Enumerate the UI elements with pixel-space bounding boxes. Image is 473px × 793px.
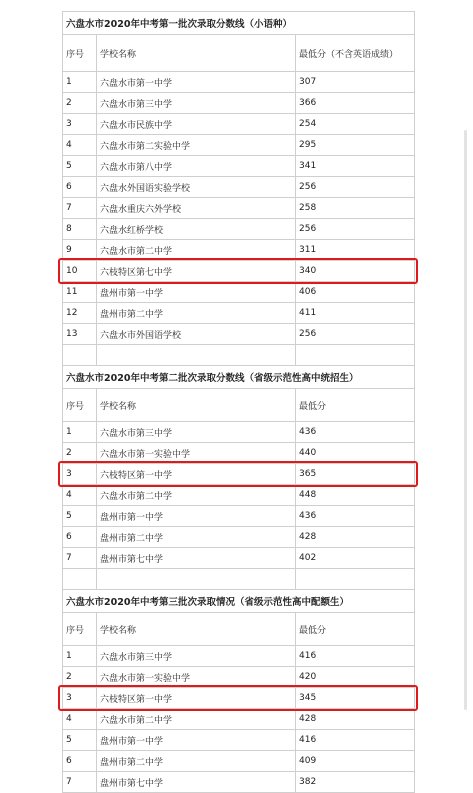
score-sheet xyxy=(62,11,415,793)
school-name: 六盘水外国语实验学校 xyxy=(97,177,296,198)
spacer-row xyxy=(63,345,415,366)
row-number: 1 xyxy=(63,422,97,443)
school-name: 六盘水市第八中学 xyxy=(97,156,296,177)
row-number: 6 xyxy=(63,527,97,548)
empty-cell xyxy=(296,345,415,366)
min-score: 256 xyxy=(296,324,415,345)
table-row xyxy=(63,688,415,709)
school-name: 六盘水市第一实验中学 xyxy=(97,667,296,688)
column-header: 序号 xyxy=(63,613,97,646)
table-row xyxy=(63,240,415,261)
table-row xyxy=(63,485,415,506)
document-page xyxy=(62,11,414,793)
table-row xyxy=(63,324,415,345)
row-number: 6 xyxy=(63,177,97,198)
school-name: 六盘水市民族中学 xyxy=(97,114,296,135)
min-score: 258 xyxy=(296,198,415,219)
table-row xyxy=(63,282,415,303)
row-number: 4 xyxy=(63,485,97,506)
table-row xyxy=(63,72,415,93)
column-header: 最低分 xyxy=(296,389,415,422)
row-number: 9 xyxy=(63,240,97,261)
table-row xyxy=(63,422,415,443)
row-number: 7 xyxy=(63,548,97,569)
table-title-row xyxy=(63,590,415,613)
school-name: 六枝特区第一中学 xyxy=(97,464,296,485)
row-number: 3 xyxy=(63,114,97,135)
table-row xyxy=(63,646,415,667)
row-number: 7 xyxy=(63,198,97,219)
table-title: 六盘水市2020年中考第三批次录取情况（省级示范性高中配额生） xyxy=(63,590,415,613)
table-row xyxy=(63,93,415,114)
row-number: 6 xyxy=(63,751,97,772)
row-number: 8 xyxy=(63,219,97,240)
min-score: 448 xyxy=(296,485,415,506)
table-title-row xyxy=(63,366,415,389)
table-row xyxy=(63,443,415,464)
min-score: 382 xyxy=(296,772,415,793)
min-score: 311 xyxy=(296,240,415,261)
school-name: 六盘水市第一中学 xyxy=(97,72,296,93)
min-score: 307 xyxy=(296,72,415,93)
row-number: 1 xyxy=(63,72,97,93)
column-header: 序号 xyxy=(63,389,97,422)
row-number: 4 xyxy=(63,135,97,156)
scrollbar[interactable] xyxy=(464,130,467,710)
table-row xyxy=(63,303,415,324)
school-name: 盘州市第二中学 xyxy=(97,303,296,324)
empty-cell xyxy=(97,569,296,590)
school-name: 六盘水重庆六外学校 xyxy=(97,198,296,219)
table-row xyxy=(63,135,415,156)
table-row xyxy=(63,177,415,198)
row-number: 12 xyxy=(63,303,97,324)
school-name: 六盘水红桥学校 xyxy=(97,219,296,240)
school-name: 六盘水市第一实验中学 xyxy=(97,443,296,464)
column-header: 学校名称 xyxy=(97,35,296,72)
min-score: 256 xyxy=(296,219,415,240)
school-name: 六枝特区第七中学 xyxy=(97,261,296,282)
row-number: 5 xyxy=(63,156,97,177)
table-title-row xyxy=(63,12,415,35)
school-name: 盘州市第二中学 xyxy=(97,751,296,772)
min-score: 402 xyxy=(296,548,415,569)
table-title: 六盘水市2020年中考第二批次录取分数线（省级示范性高中统招生） xyxy=(63,366,415,389)
column-header: 最低分（不含英语成绩） xyxy=(296,35,415,72)
min-score: 428 xyxy=(296,709,415,730)
table-row xyxy=(63,709,415,730)
school-name: 盘州市第一中学 xyxy=(97,282,296,303)
min-score: 345 xyxy=(296,688,415,709)
min-score: 436 xyxy=(296,506,415,527)
row-number: 3 xyxy=(63,688,97,709)
school-name: 六枝特区第一中学 xyxy=(97,688,296,709)
school-name: 六盘水市外国语学校 xyxy=(97,324,296,345)
table-title: 六盘水市2020年中考第一批次录取分数线（小语种） xyxy=(63,12,415,35)
table-row xyxy=(63,772,415,793)
empty-cell xyxy=(296,569,415,590)
min-score: 416 xyxy=(296,646,415,667)
school-name: 盘州市第七中学 xyxy=(97,772,296,793)
table-row xyxy=(63,198,415,219)
min-score: 295 xyxy=(296,135,415,156)
min-score: 341 xyxy=(296,156,415,177)
school-name: 六盘水市第三中学 xyxy=(97,646,296,667)
school-name: 六盘水市第三中学 xyxy=(97,93,296,114)
row-number: 5 xyxy=(63,506,97,527)
table-row xyxy=(63,261,415,282)
row-number: 3 xyxy=(63,464,97,485)
row-number: 10 xyxy=(63,261,97,282)
school-name: 六盘水市第二中学 xyxy=(97,485,296,506)
row-number: 11 xyxy=(63,282,97,303)
min-score: 420 xyxy=(296,667,415,688)
table-row xyxy=(63,751,415,772)
table-row xyxy=(63,548,415,569)
min-score: 340 xyxy=(296,261,415,282)
row-number: 2 xyxy=(63,443,97,464)
min-score: 406 xyxy=(296,282,415,303)
empty-cell xyxy=(97,345,296,366)
empty-cell xyxy=(63,345,97,366)
min-score: 416 xyxy=(296,730,415,751)
table-row xyxy=(63,219,415,240)
row-number: 4 xyxy=(63,709,97,730)
table-row xyxy=(63,156,415,177)
row-number: 2 xyxy=(63,667,97,688)
table-row xyxy=(63,506,415,527)
school-name: 盘州市第一中学 xyxy=(97,506,296,527)
empty-cell xyxy=(63,569,97,590)
min-score: 411 xyxy=(296,303,415,324)
school-name: 盘州市第一中学 xyxy=(97,730,296,751)
row-number: 7 xyxy=(63,772,97,793)
school-name: 盘州市第二中学 xyxy=(97,527,296,548)
min-score: 365 xyxy=(296,464,415,485)
table-row xyxy=(63,527,415,548)
school-name: 六盘水市第三中学 xyxy=(97,422,296,443)
table-row xyxy=(63,730,415,751)
school-name: 六盘水市第二实验中学 xyxy=(97,135,296,156)
min-score: 440 xyxy=(296,443,415,464)
school-name: 盘州市第七中学 xyxy=(97,548,296,569)
row-number: 13 xyxy=(63,324,97,345)
table-header-row xyxy=(63,613,415,646)
school-name: 六盘水市第二中学 xyxy=(97,709,296,730)
min-score: 436 xyxy=(296,422,415,443)
table-row xyxy=(63,114,415,135)
table-row xyxy=(63,667,415,688)
column-header: 学校名称 xyxy=(97,613,296,646)
column-header: 序号 xyxy=(63,35,97,72)
row-number: 2 xyxy=(63,93,97,114)
column-header: 最低分 xyxy=(296,613,415,646)
school-name: 六盘水市第二中学 xyxy=(97,240,296,261)
min-score: 409 xyxy=(296,751,415,772)
row-number: 1 xyxy=(63,646,97,667)
row-number: 5 xyxy=(63,730,97,751)
table-header-row xyxy=(63,35,415,72)
min-score: 254 xyxy=(296,114,415,135)
min-score: 256 xyxy=(296,177,415,198)
table-row xyxy=(63,464,415,485)
min-score: 366 xyxy=(296,93,415,114)
min-score: 428 xyxy=(296,527,415,548)
column-header: 学校名称 xyxy=(97,389,296,422)
spacer-row xyxy=(63,569,415,590)
table-header-row xyxy=(63,389,415,422)
